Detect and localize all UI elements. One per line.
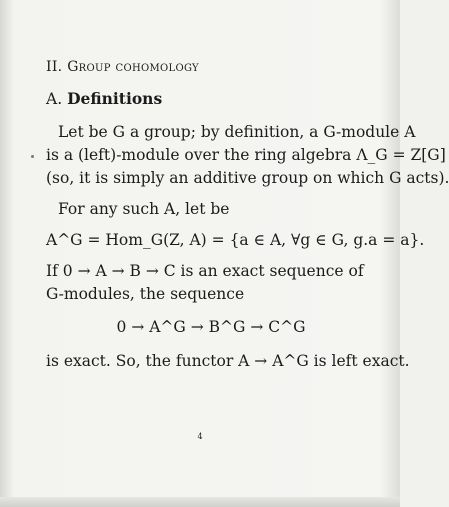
- scan-bottom-edge: [0, 497, 400, 507]
- section-number: II.: [46, 59, 63, 75]
- page-number: 4: [197, 432, 203, 441]
- subsection-heading: [46, 87, 376, 111]
- definition-formula: A^G = Hom_G(Z, A) = {a ∈ A, ∀g ∈ G, g.a = a}.: [46, 231, 425, 249]
- display-formula: 0 → A^G → B^G → C^G: [116, 318, 306, 336]
- section-heading: [46, 56, 376, 79]
- paragraph3-line1: If 0 → A → B → C is an exact sequence of: [46, 262, 364, 280]
- subsection-label: A.: [46, 90, 63, 108]
- conclusion-text: is exact. So, the functor A → A^G is left exact.: [46, 352, 410, 370]
- section-title: Group cohomology: [67, 59, 199, 75]
- page-content: [46, 56, 449, 373]
- paragraph2-intro: For any such A, let be: [58, 200, 230, 218]
- paragraph1-line1: Let be G a group; by definition, a G-module A: [58, 123, 416, 141]
- paragraph3-line2: G-modules, the sequence: [46, 285, 245, 303]
- paragraph1-line3: (so, it is simply an additive group on which G acts).: [46, 169, 449, 187]
- scan-speck: [31, 155, 34, 158]
- subsection-title: Definitions: [67, 89, 163, 108]
- paragraph1-line2: is a (left)-module over the ring algebra Λ_G = Z[G]: [46, 146, 446, 164]
